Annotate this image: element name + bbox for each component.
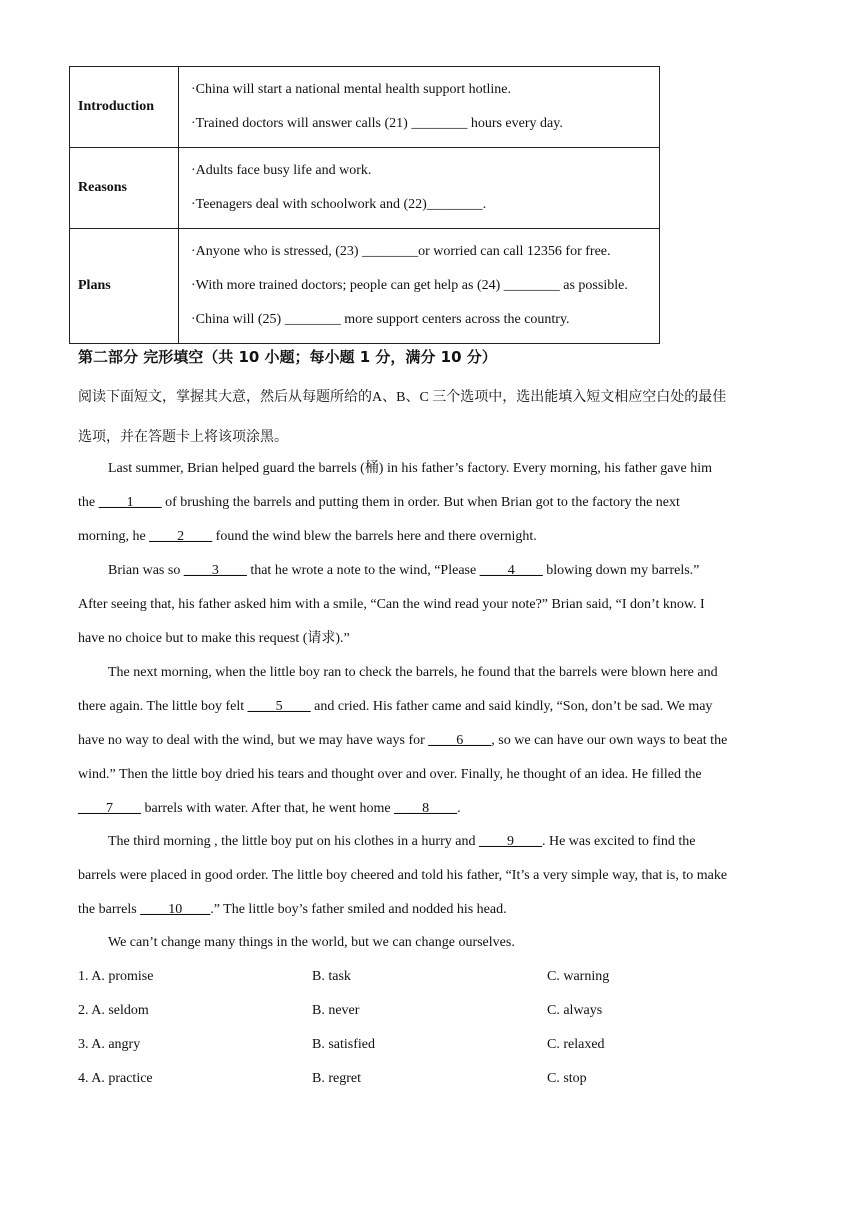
text-span: morning, he: [78, 529, 150, 544]
text-span: the: [78, 495, 99, 510]
passage-line: [78, 724, 788, 758]
blank-8: ____8____: [394, 801, 458, 816]
text-span: have no way to deal with the wind, but we may have ways for: [78, 733, 429, 748]
option-a: 3. A. angry: [78, 1037, 141, 1052]
blank-6: ____6____: [428, 733, 492, 748]
text-span: blowing down my barrels.”: [542, 563, 700, 578]
table-line: ·China will start a national mental health support hotline.: [191, 82, 511, 97]
passage-line: The next morning, when the little boy ran to check the barrels, he found that the barrels were blown here and: [108, 665, 718, 680]
passage-paragraph: [78, 825, 788, 927]
text-span: .: [457, 801, 461, 816]
table-line: ·China will (25) ________ more support centers across the country.: [191, 312, 570, 327]
blank-10: ____10____: [140, 902, 211, 917]
passage-line: barrels were placed in good order. The little boy cheered and told his father, “It’s a very simple way, that is, to make: [78, 868, 728, 883]
passage-line: [78, 520, 788, 554]
row-label: Introduction: [70, 67, 179, 148]
blank-9: ____9____: [478, 834, 542, 849]
text-span: the barrels: [78, 902, 141, 917]
table-line: ·Trained doctors will answer calls (21) ________ hours every day.: [191, 116, 563, 131]
blank-2: ____2____: [149, 529, 213, 544]
text-span: The third morning , the little boy put on his clothes in a hurry and: [108, 834, 479, 849]
text-span: .” The little boy’s father smiled and nodded his head.: [210, 902, 507, 917]
option-row: [78, 1028, 778, 1062]
blank-4: ____4____: [479, 563, 543, 578]
row-content: [179, 67, 660, 148]
table-line: ·Adults face busy life and work.: [191, 163, 372, 178]
passage-line: After seeing that, his father asked him with a smile, “Can the wind read your note?” Brian said, “I don’t know. I: [78, 597, 705, 612]
table-row: [70, 67, 660, 148]
option-a: 2. A. seldom: [78, 1003, 149, 1018]
passage-line: [78, 825, 788, 859]
option-c: C. always: [547, 1003, 603, 1018]
instruction-line: 阅读下面短文，掌握其大意，然后从每题所给的A、B、C 三个选项中，选出能填入短文相应空白处的最佳: [78, 390, 727, 405]
text-span: there again. The little boy felt: [78, 699, 248, 714]
text-span: of brushing the barrels and putting them in order. But when Brian got to the factory the next: [161, 495, 680, 510]
blank-7: ____7____: [78, 801, 141, 816]
option-b: B. never: [312, 1003, 360, 1018]
row-content: [179, 229, 660, 344]
passage-line: We can’t change many things in the world, but we can change ourselves.: [108, 935, 515, 950]
section-heading: 第二部分 完形填空（共 10 小题；每小题 1 分，满分 10 分）: [78, 348, 497, 366]
text-span: , so we can have our own ways to beat the: [491, 733, 728, 748]
option-b: B. task: [312, 969, 351, 984]
passage-paragraph: [78, 926, 788, 960]
table-row: [70, 148, 660, 229]
passage-paragraph: [78, 452, 788, 554]
table-line: ·Anyone who is stressed, (23) ________or worried can call 12356 for free.: [191, 244, 611, 259]
table-line: ·Teenagers deal with schoolwork and (22)________.: [191, 197, 487, 212]
row-content: [179, 148, 660, 229]
passage-paragraph: [78, 656, 788, 826]
passage-line: [78, 690, 788, 724]
blank-1: ____1____: [98, 495, 162, 510]
option-row: [78, 960, 778, 994]
passage-line: [78, 893, 788, 927]
passage-line: [78, 554, 788, 588]
option-c: C. relaxed: [547, 1037, 605, 1052]
passage-line: have no choice but to make this request (请求).”: [78, 631, 350, 646]
option-a: 4. A. practice: [78, 1071, 153, 1086]
passage-line: [78, 486, 788, 520]
text-span: and cried. His father came and said kindly, “Son, don’t be sad. We may: [310, 699, 713, 714]
text-span: that he wrote a note to the wind, “Please: [246, 563, 480, 578]
options-list: [78, 960, 778, 1096]
option-row: [78, 1062, 778, 1096]
row-label: Reasons: [70, 148, 179, 229]
passage-paragraph: [78, 554, 788, 656]
text-span: Brian was so: [108, 563, 184, 578]
summary-table: [69, 66, 660, 344]
blank-5: ____5____: [247, 699, 311, 714]
table-row: [70, 229, 660, 344]
row-label: Plans: [70, 229, 179, 344]
passage-line: wind.” Then the little boy dried his tears and thought over and over. Finally, he thought of an idea. He filled the: [78, 767, 702, 782]
text-span: . He was excited to find the: [541, 834, 696, 849]
instruction-line: 选项，并在答题卡上将该项涂黑。: [78, 430, 288, 445]
option-c: C. warning: [547, 969, 610, 984]
option-b: B. satisfied: [312, 1037, 375, 1052]
passage-line: Last summer, Brian helped guard the barrels (桶) in his father’s factory. Every morning, his father gave him: [108, 461, 712, 476]
passage-line: [78, 792, 788, 826]
option-c: C. stop: [547, 1071, 587, 1086]
text-span: barrels with water. After that, he went home: [141, 801, 395, 816]
blank-3: ____3____: [183, 563, 247, 578]
option-row: [78, 994, 778, 1028]
table-line: ·With more trained doctors; people can get help as (24) ________ as possible.: [191, 278, 628, 293]
text-span: found the wind blew the barrels here and there overnight.: [212, 529, 537, 544]
option-b: B. regret: [312, 1071, 361, 1086]
option-a: 1. A. promise: [78, 969, 154, 984]
